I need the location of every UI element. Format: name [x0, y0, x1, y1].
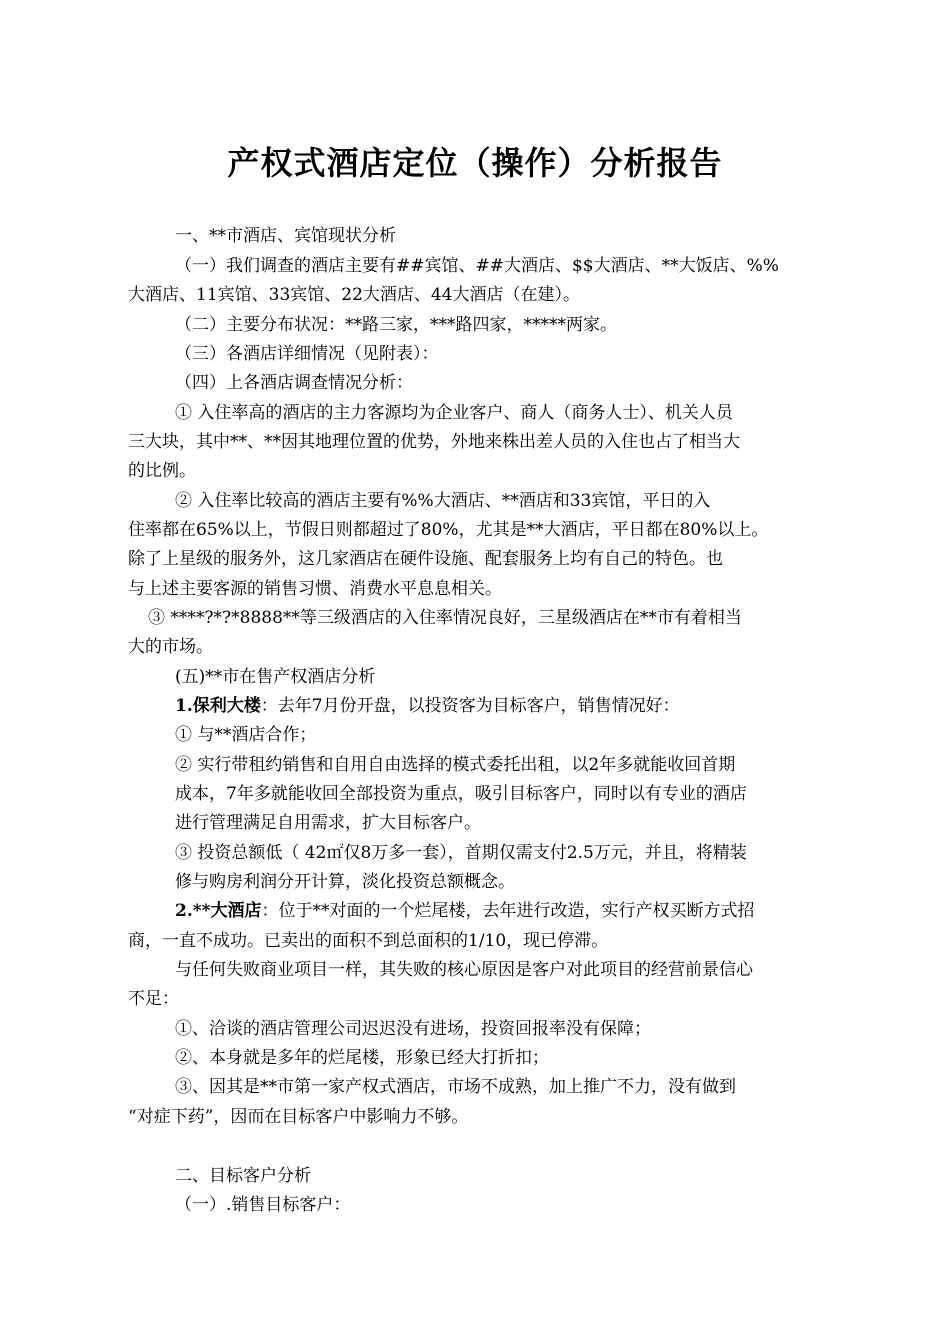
- building-1-item-3-line-2: 修与购房利润分开计算，淡化投资总额概念。: [175, 872, 515, 892]
- reason-2: ②、本身就是多年的烂尾楼，形象已经大打折扣；: [175, 1048, 549, 1068]
- section-1-heading: 一、**市酒店、宾馆现状分析: [175, 226, 396, 246]
- building-1-label: 1.保利大楼: [175, 696, 261, 716]
- building-1-text: ：去年7月份开盘，以投资客为目标客户，销售情况好：: [260, 696, 680, 716]
- analysis-2-line-2: 住率都在65%以上，节假日则都超过了80%，尤其是**大酒店，平日都在80%以上。: [128, 520, 769, 540]
- analysis-1-line-1: ① 入住率高的酒店的主力客源均为企业客户、商人（商务人士）、机关人员: [175, 403, 733, 423]
- building-2-label: 2.**大酒店: [175, 901, 262, 921]
- building-1-item-2-line-1: ② 实行带租约销售和自用自由选择的模式委托出租，以2年多就能收回首期: [175, 755, 736, 775]
- analysis-1-line-3: 的比例。: [128, 461, 196, 481]
- analysis-2-line-4: 与上述主要客源的销售习惯、消费水平息息相关。: [128, 579, 502, 599]
- analysis-1-line-2: 三大块，其中**、**因其地理位置的优势，外地来株出差人员的入住也占了相当大: [128, 432, 740, 452]
- building-2-para-line-1: 与任何失败商业项目一样，其失败的核心原因是客户对此项目的经营前景信心: [175, 960, 753, 980]
- para-2: （二）主要分布状况：**路三家，***路四家，*****两家。: [175, 315, 617, 335]
- building-1-line: [175, 692, 875, 721]
- building-1-item-2-line-2: 成本，7年多就能收回全部投资为重点，吸引目标客户，同时以有专业的酒店: [175, 784, 747, 804]
- section-2-para-1: （一）.销售目标客户：: [175, 1195, 351, 1215]
- building-2-para-line-2: 不足：: [128, 989, 179, 1009]
- para-1-line-1: （一）我们调查的酒店主要有##宾馆、##大酒店、$$大酒店、**大饭店、%%: [175, 256, 779, 276]
- document-title: 产权式酒店定位（操作）分析报告: [227, 144, 723, 182]
- building-1-item-1: ① 与**酒店合作；: [175, 725, 317, 745]
- para-4: （四）上各酒店调查情况分析：: [175, 373, 413, 393]
- building-2-text: ：位于**对面的一个烂尾楼，去年进行改造，实行产权买断方式招: [261, 901, 755, 921]
- building-1-item-2-line-3: 进行管理满足自用需求，扩大目标客户。: [175, 813, 481, 833]
- building-2-line-1: [175, 897, 875, 926]
- analysis-3-line-2: 大的市场。: [128, 637, 213, 657]
- reason-3-line-2: “对症下药”，因而在目标客户中影响力不够。: [128, 1107, 469, 1127]
- building-2-line-2: 商，一直不成功。已卖出的面积不到总面积的1/10，现已停滞。: [128, 931, 609, 951]
- para-1-line-2: 大酒店、11宾馆、33宾馆、22大酒店、44大酒店（在建）。: [128, 285, 581, 305]
- analysis-2-line-3: 除了上星级的服务外，这几家酒店在硬件设施、配套服务上均有自己的特色。也: [128, 549, 723, 569]
- analysis-3-line-1: ③ ****?*?*8888**等三级酒店的入住率情况良好，三星级酒店在**市有着相当: [148, 608, 742, 628]
- building-1-item-3-line-1: ③ 投资总额低（ 42㎡仅8万多一套），首期仅需支付2.5万元，并且，将精装: [175, 843, 747, 863]
- para-5: (五)**市在售产权酒店分析: [175, 667, 376, 687]
- para-3: （三）各酒店详细情况（见附表）：: [175, 344, 439, 364]
- section-2-heading: 二、目标客户分析: [175, 1166, 311, 1186]
- analysis-2-line-1: ② 入住率比较高的酒店主要有%%大酒店、**酒店和33宾馆，平日的入: [175, 491, 711, 511]
- reason-1: ①、洽谈的酒店管理公司迟迟没有进场，投资回报率没有保障；: [175, 1019, 651, 1039]
- reason-3-line-1: ③、因其是**市第一家产权式酒店，市场不成熟，加上推广不力，没有做到: [175, 1077, 736, 1097]
